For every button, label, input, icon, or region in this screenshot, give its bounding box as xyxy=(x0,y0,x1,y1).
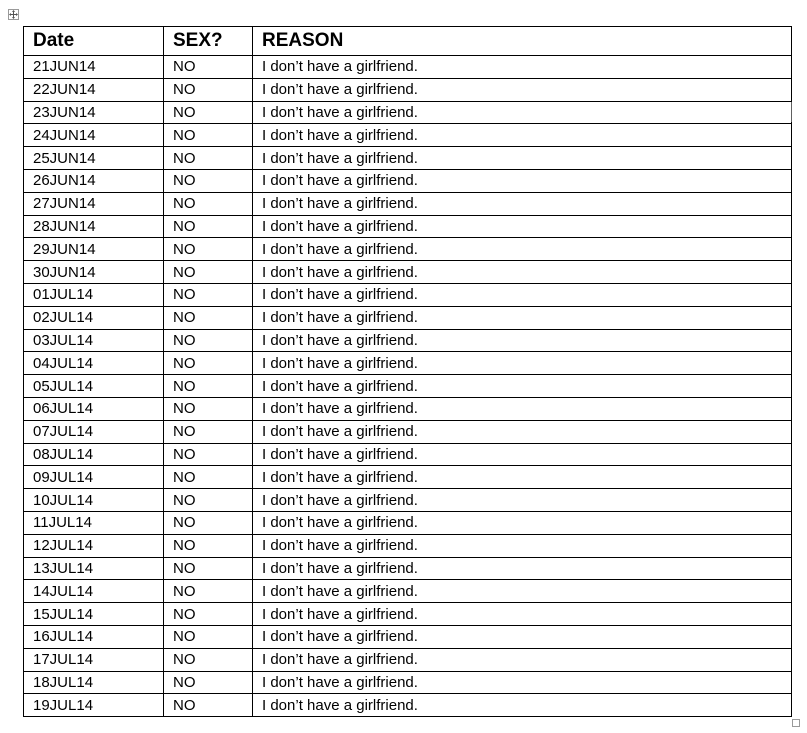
table-row xyxy=(24,580,792,603)
header-sex: SEX? xyxy=(164,27,253,56)
cell-reason[interactable]: I don’t have a girlfriend. xyxy=(253,671,792,694)
cell-sex[interactable]: NO xyxy=(164,306,253,329)
cell-reason[interactable]: I don’t have a girlfriend. xyxy=(253,694,792,717)
cell-reason[interactable]: I don’t have a girlfriend. xyxy=(253,534,792,557)
table-row xyxy=(24,352,792,375)
cell-reason[interactable]: I don’t have a girlfriend. xyxy=(253,78,792,101)
cell-sex[interactable]: NO xyxy=(164,603,253,626)
cell-reason[interactable]: I don’t have a girlfriend. xyxy=(253,397,792,420)
cell-reason[interactable]: I don’t have a girlfriend. xyxy=(253,603,792,626)
cell-reason[interactable]: I don’t have a girlfriend. xyxy=(253,283,792,306)
cell-sex[interactable]: NO xyxy=(164,78,253,101)
cell-date[interactable]: 29JUN14 xyxy=(24,238,164,261)
cell-reason[interactable]: I don’t have a girlfriend. xyxy=(253,420,792,443)
table-row xyxy=(24,215,792,238)
cell-reason[interactable]: I don’t have a girlfriend. xyxy=(253,56,792,79)
cell-date[interactable]: 04JUL14 xyxy=(24,352,164,375)
cell-date[interactable]: 08JUL14 xyxy=(24,443,164,466)
cell-date[interactable]: 01JUL14 xyxy=(24,283,164,306)
table-row xyxy=(24,169,792,192)
cell-reason[interactable]: I don’t have a girlfriend. xyxy=(253,557,792,580)
cell-sex[interactable]: NO xyxy=(164,169,253,192)
table-row xyxy=(24,511,792,534)
text-cursor xyxy=(791,102,792,122)
cell-sex[interactable]: NO xyxy=(164,580,253,603)
cell-sex[interactable]: NO xyxy=(164,420,253,443)
table-row xyxy=(24,261,792,284)
cell-date[interactable]: 15JUL14 xyxy=(24,603,164,626)
table-row xyxy=(24,603,792,626)
table-row xyxy=(24,420,792,443)
table-row xyxy=(24,306,792,329)
cell-reason[interactable]: I don’t have a girlfriend. xyxy=(253,238,792,261)
reason-log-table xyxy=(23,26,792,717)
cell-reason[interactable]: I don’t have a girlfriend. xyxy=(253,352,792,375)
cell-date[interactable]: 24JUN14 xyxy=(24,124,164,147)
cell-sex[interactable]: NO xyxy=(164,329,253,352)
cell-date[interactable]: 17JUL14 xyxy=(24,648,164,671)
table-row xyxy=(24,375,792,398)
table-row xyxy=(24,694,792,717)
cell-sex[interactable]: NO xyxy=(164,261,253,284)
header-date: Date xyxy=(24,27,164,56)
cell-reason[interactable]: I don’t have a girlfriend. xyxy=(253,648,792,671)
cell-reason[interactable]: I don’t have a girlfriend. xyxy=(253,215,792,238)
cell-sex[interactable]: NO xyxy=(164,56,253,79)
cell-date[interactable]: 21JUN14 xyxy=(24,56,164,79)
cell-reason[interactable]: I don’t have a girlfriend. xyxy=(253,147,792,170)
cell-sex[interactable]: NO xyxy=(164,215,253,238)
table-row xyxy=(24,397,792,420)
table-row xyxy=(24,56,792,79)
cell-reason[interactable]: I don’t have a girlfriend. xyxy=(253,306,792,329)
cell-date[interactable]: 19JUL14 xyxy=(24,694,164,717)
cell-date[interactable]: 18JUL14 xyxy=(24,671,164,694)
table-row xyxy=(24,466,792,489)
cell-sex[interactable]: NO xyxy=(164,238,253,261)
cell-sex[interactable]: NO xyxy=(164,192,253,215)
cell-reason[interactable]: I don’t have a girlfriend. xyxy=(253,261,792,284)
cell-reason[interactable]: I don’t have a girlfriend. xyxy=(253,375,792,398)
cell-reason[interactable]: I don’t have a girlfriend. xyxy=(253,625,792,648)
table-row xyxy=(24,443,792,466)
cell-reason[interactable]: I don’t have a girlfriend. xyxy=(253,124,792,147)
table-row xyxy=(24,625,792,648)
cell-sex[interactable]: NO xyxy=(164,489,253,512)
cell-sex[interactable]: NO xyxy=(164,671,253,694)
cell-date[interactable]: 11JUL14 xyxy=(24,511,164,534)
table-move-handle-icon[interactable] xyxy=(8,9,19,20)
cell-reason[interactable]: I don’t have a girlfriend. xyxy=(253,101,792,124)
cell-reason[interactable]: I don’t have a girlfriend. xyxy=(253,489,792,512)
move-arrows-icon xyxy=(9,10,18,19)
table-row xyxy=(24,671,792,694)
cell-date[interactable]: 02JUL14 xyxy=(24,306,164,329)
cell-sex[interactable]: NO xyxy=(164,283,253,306)
cell-date[interactable]: 07JUL14 xyxy=(24,420,164,443)
cell-sex[interactable]: NO xyxy=(164,124,253,147)
cell-date[interactable]: 10JUL14 xyxy=(24,489,164,512)
cell-sex[interactable]: NO xyxy=(164,466,253,489)
cell-reason[interactable]: I don’t have a girlfriend. xyxy=(253,329,792,352)
cell-sex[interactable]: NO xyxy=(164,511,253,534)
cell-date[interactable]: 16JUL14 xyxy=(24,625,164,648)
table-row xyxy=(24,124,792,147)
cell-sex[interactable]: NO xyxy=(164,147,253,170)
cell-date[interactable]: 14JUL14 xyxy=(24,580,164,603)
table-row xyxy=(24,534,792,557)
cell-sex[interactable]: NO xyxy=(164,352,253,375)
cell-sex[interactable]: NO xyxy=(164,648,253,671)
table-row xyxy=(24,283,792,306)
table-row xyxy=(24,238,792,261)
cell-sex[interactable]: NO xyxy=(164,625,253,648)
cell-reason[interactable]: I don’t have a girlfriend. xyxy=(253,192,792,215)
cell-sex[interactable]: NO xyxy=(164,397,253,420)
cell-reason[interactable]: I don’t have a girlfriend. xyxy=(253,580,792,603)
table-row xyxy=(24,489,792,512)
table-body xyxy=(24,56,792,717)
cell-date[interactable]: 27JUN14 xyxy=(24,192,164,215)
cell-date[interactable]: 28JUN14 xyxy=(24,215,164,238)
cell-sex[interactable]: NO xyxy=(164,101,253,124)
cell-reason[interactable]: I don’t have a girlfriend. xyxy=(253,443,792,466)
cell-sex[interactable]: NO xyxy=(164,694,253,717)
header-reason: REASON xyxy=(253,27,792,56)
cell-sex[interactable]: NO xyxy=(164,534,253,557)
cell-reason[interactable]: I don’t have a girlfriend. xyxy=(253,169,792,192)
table-row xyxy=(24,557,792,580)
table-row xyxy=(24,147,792,170)
cell-date[interactable]: 30JUN14 xyxy=(24,261,164,284)
table-row xyxy=(24,329,792,352)
cell-date[interactable]: 25JUN14 xyxy=(24,147,164,170)
cell-date[interactable]: 05JUL14 xyxy=(24,375,164,398)
cell-date[interactable]: 12JUL14 xyxy=(24,534,164,557)
cell-reason[interactable]: I don’t have a girlfriend. xyxy=(253,511,792,534)
table-row xyxy=(24,192,792,215)
cell-sex[interactable]: NO xyxy=(164,557,253,580)
cell-date[interactable]: 03JUL14 xyxy=(24,329,164,352)
cell-date[interactable]: 26JUN14 xyxy=(24,169,164,192)
cell-date[interactable]: 22JUN14 xyxy=(24,78,164,101)
table-row xyxy=(24,648,792,671)
cell-date[interactable]: 13JUL14 xyxy=(24,557,164,580)
cell-date[interactable]: 06JUL14 xyxy=(24,397,164,420)
cell-reason[interactable]: I don’t have a girlfriend. xyxy=(253,466,792,489)
cell-sex[interactable]: NO xyxy=(164,443,253,466)
cell-sex[interactable]: NO xyxy=(164,375,253,398)
table-row xyxy=(24,101,792,124)
cell-date[interactable]: 23JUN14 xyxy=(24,101,164,124)
table-header-row xyxy=(24,27,792,56)
table-row xyxy=(24,78,792,101)
cell-date[interactable]: 09JUL14 xyxy=(24,466,164,489)
table-resize-handle-icon[interactable] xyxy=(792,719,800,727)
